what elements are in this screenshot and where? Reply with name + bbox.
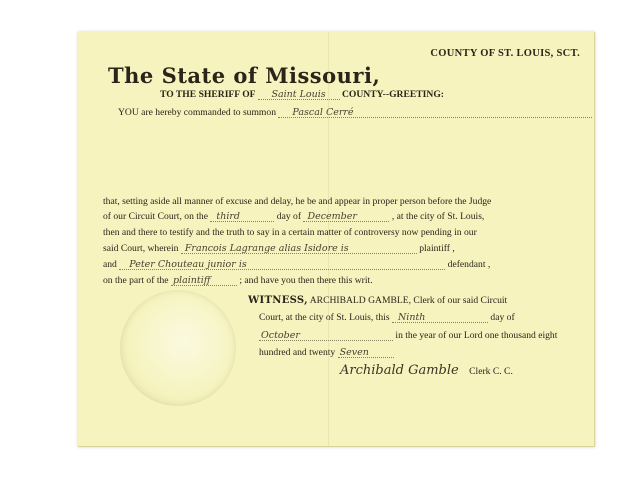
- clerk-signature: Archibald Gamble: [340, 363, 459, 378]
- party-handwritten: plaintiff: [172, 275, 211, 286]
- year-blank: [338, 347, 394, 358]
- body-line-2: [103, 211, 484, 223]
- body-line-4-text-b: plaintiff ,: [419, 243, 455, 254]
- witness-clerk-text: ARCHIBALD GAMBLE, Clerk of our said Circuit: [309, 295, 508, 306]
- witness-label: WITNESS,: [248, 295, 308, 306]
- body-line-4-text-a: said Court, wherein: [103, 243, 179, 254]
- state-title: The State of Missouri,: [108, 63, 381, 88]
- signature-line: [340, 365, 513, 378]
- body-line-2-text-a: of our Circuit Court, on the: [103, 211, 208, 222]
- sheriff-county-handwritten: Saint Louis: [271, 89, 326, 100]
- body-line-6-text-a: on the part of the: [103, 275, 169, 286]
- year-handwritten: Seven: [339, 347, 369, 358]
- defendant-blank: [119, 259, 445, 270]
- sheriff-county-blank: [258, 89, 340, 100]
- witness-line-4: [259, 347, 394, 359]
- county-heading: COUNTY OF ST. LOUIS, SCT.: [430, 48, 580, 59]
- summons-intro: YOU are hereby commanded to summon: [118, 107, 276, 118]
- witness-line-2: [259, 312, 515, 324]
- day-blank: [210, 211, 274, 222]
- plaintiff-blank: [181, 243, 417, 254]
- witness-day-blank: [392, 312, 488, 323]
- embossed-seal: [120, 290, 236, 406]
- body-line-4: [103, 243, 455, 255]
- body-line-6-text-b: ; and have you then there this writ.: [239, 275, 373, 286]
- to-sheriff-text: TO THE SHERIFF OF: [160, 89, 256, 100]
- witness-line-2-text-b: day of: [490, 312, 515, 323]
- witness-day-handwritten: Ninth: [397, 312, 426, 323]
- body-line-3: then and there to testify and the truth to say in a certain matter of controversy now pending in our: [103, 227, 477, 238]
- body-line-1: that, setting aside all manner of excuse and delay, he be and appear in proper person before the Judge: [103, 196, 492, 207]
- greeting-text: COUNTY--GREETING:: [341, 89, 444, 100]
- witness-line-3: [259, 330, 557, 342]
- sheriff-line: [160, 89, 444, 101]
- body-line-6: [103, 275, 373, 287]
- writ-document: [78, 32, 595, 447]
- witness-line-1: [248, 295, 507, 307]
- witness-line-4-text: hundred and twenty: [259, 347, 336, 358]
- day-handwritten: third: [216, 211, 240, 222]
- body-line-5: [103, 259, 490, 271]
- witness-month-handwritten: October: [261, 330, 300, 341]
- clerk-title: Clerk C. C.: [469, 366, 513, 377]
- month-handwritten: December: [307, 211, 357, 222]
- plaintiff-handwritten: Francois Lagrange alias Isidore is: [184, 243, 349, 254]
- summons-name-handwritten: Pascal Cerré: [292, 107, 354, 118]
- body-line-5-text-a: and: [103, 259, 117, 270]
- witness-month-blank: [259, 330, 393, 341]
- witness-line-2-text-a: Court, at the city of St. Louis, this: [259, 312, 390, 323]
- witness-line-3-text: in the year of our Lord one thousand eight: [395, 330, 558, 341]
- month-blank: [303, 211, 389, 222]
- summons-name-blank: [278, 107, 592, 118]
- defendant-handwritten: Peter Chouteau junior is: [129, 259, 247, 270]
- party-blank: [171, 275, 237, 286]
- body-line-5-text-b: defendant ,: [447, 259, 491, 270]
- summons-line: [118, 107, 592, 119]
- body-line-2-text-c: , at the city of St. Louis,: [391, 211, 485, 222]
- body-line-2-text-b: day of: [276, 211, 302, 222]
